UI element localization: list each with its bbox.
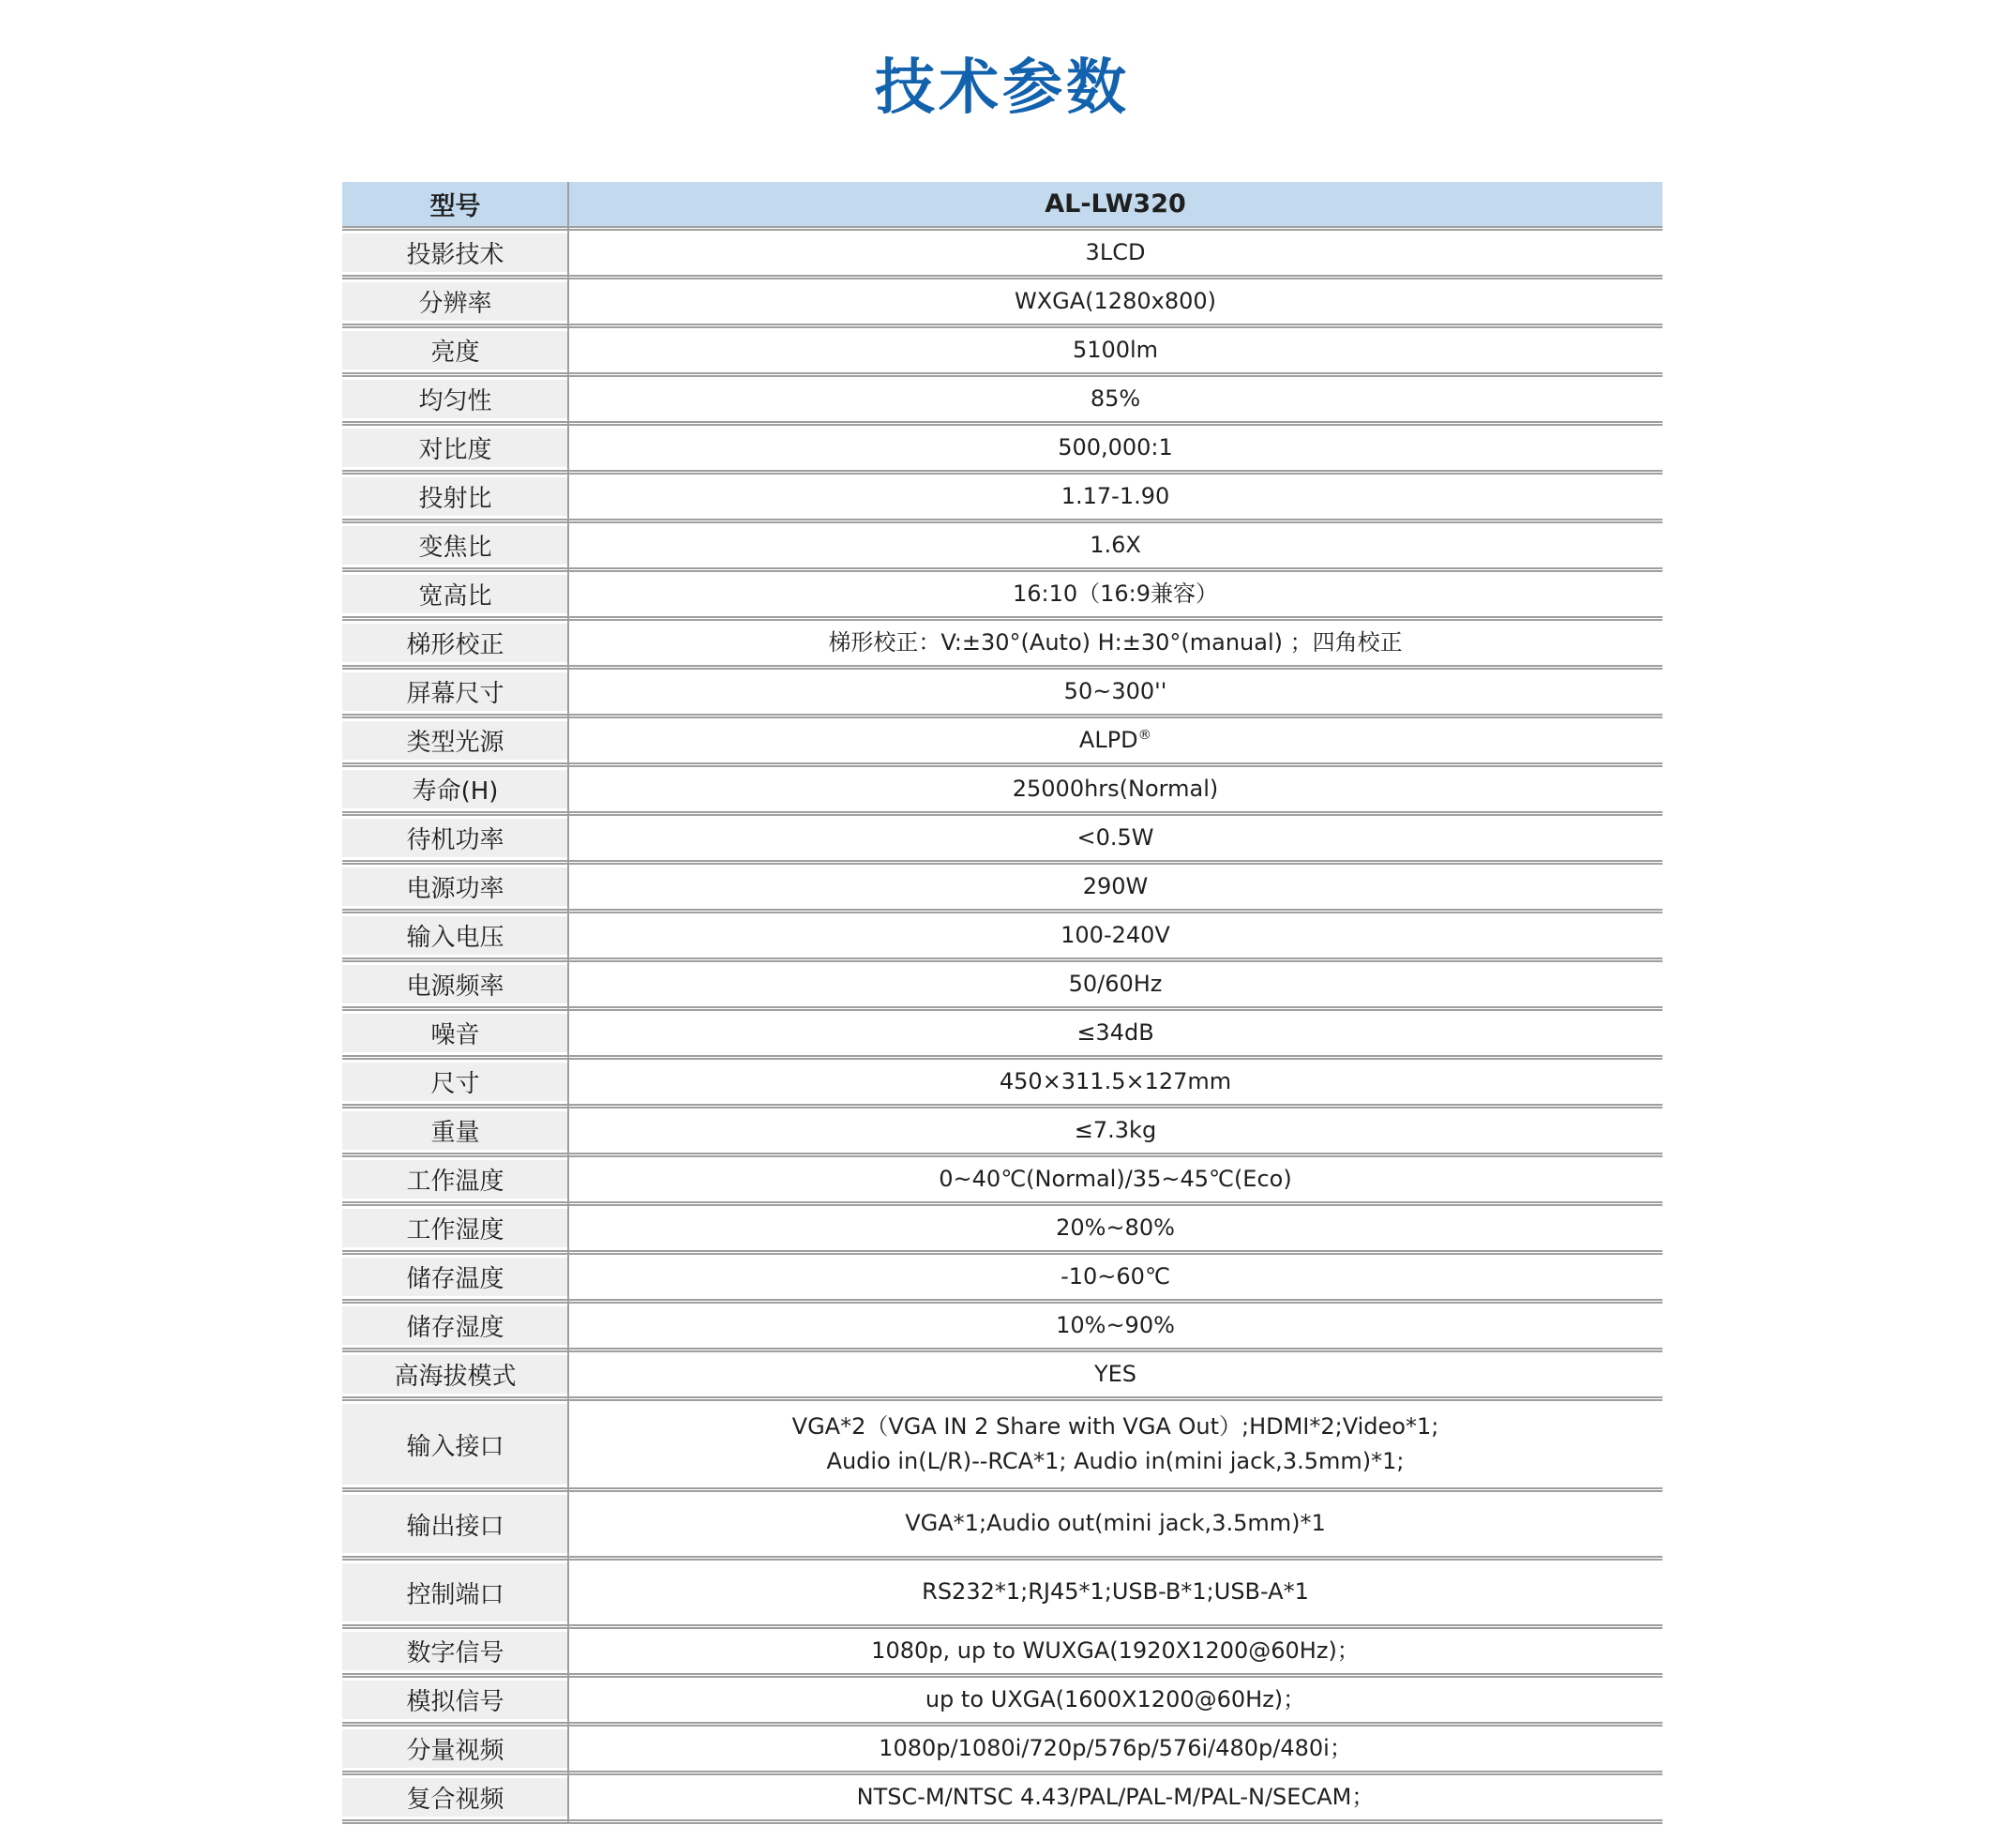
table-row: [342, 1304, 1662, 1348]
table-row: [342, 718, 1662, 762]
row-label: 待机功率: [342, 816, 568, 860]
row-label: 数字信号: [342, 1629, 568, 1673]
spec-table: [342, 182, 1662, 1824]
row-value: 450×311.5×127mm: [999, 1067, 1232, 1094]
row-value: 1080p, up to WUXGA(1920X1200@60Hz)；: [871, 1636, 1360, 1664]
row-label: 储存湿度: [342, 1304, 568, 1348]
row-label: 噪音: [342, 1011, 568, 1055]
row-label: 电源频率: [342, 962, 568, 1006]
row-label: 工作温度: [342, 1157, 568, 1201]
row-value: <0.5W: [1076, 823, 1154, 851]
table-row: [342, 377, 1662, 421]
row-value: 1080p/1080i/720p/576p/576i/480p/480i；: [879, 1734, 1352, 1761]
row-value: RS232*1;RJ45*1;USB-B*1;USB-A*1: [922, 1578, 1309, 1606]
header-value-cell: AL-LW320: [1045, 189, 1186, 219]
table-row: [342, 670, 1662, 714]
table-row: [342, 231, 1662, 275]
row-value: 0~40℃(Normal)/35~45℃(Eco): [939, 1165, 1292, 1192]
row-value: ≤34dB: [1076, 1018, 1154, 1046]
row-label: 模拟信号: [342, 1678, 568, 1722]
row-value: 85%: [1090, 385, 1141, 412]
column-divider-line: [567, 182, 569, 1824]
row-value: 25000hrs(Normal): [1012, 775, 1219, 802]
table-row: [342, 1060, 1662, 1104]
row-value: VGA*1;Audio out(mini jack,3.5mm)*1: [905, 1510, 1326, 1537]
row-value: 290W: [1082, 872, 1149, 899]
row-label: 对比度: [342, 426, 568, 470]
table-row: [342, 328, 1662, 372]
row-value: 50/60Hz: [1068, 970, 1163, 997]
table-row: [342, 1678, 1662, 1722]
table-row: [342, 621, 1662, 665]
row-value: up to UXGA(1600X1200@60Hz)；: [925, 1685, 1306, 1712]
row-label: 工作湿度: [342, 1206, 568, 1250]
row-label: 电源功率: [342, 865, 568, 909]
row-value: 1.17-1.90: [1061, 482, 1170, 509]
table-row: [342, 767, 1662, 811]
row-value: 100-240V: [1061, 921, 1170, 948]
row-label: 寿命(H): [342, 767, 568, 811]
table-row: [342, 1011, 1662, 1055]
table-row: [342, 962, 1662, 1006]
row-label: 亮度: [342, 328, 568, 372]
table-row: [342, 1492, 1662, 1556]
table-row: [342, 913, 1662, 958]
table-row: [342, 426, 1662, 470]
row-value: VGA*2（VGA IN 2 Share with VGA Out）;HDMI*2;Video*1; Audio in(L/R)--RCA*1; Audio in(mini jack,3.5mm)*1;: [791, 1412, 1439, 1474]
row-value: 5100lm: [1072, 336, 1159, 363]
row-value: 10%~90%: [1056, 1311, 1175, 1338]
row-value: NTSC-M/NTSC 4.43/PAL/PAL-M/PAL-N/SECAM；: [856, 1783, 1375, 1810]
row-value: 50~300'': [1063, 677, 1167, 704]
row-label: 输入接口: [342, 1401, 568, 1487]
table-row: [342, 1629, 1662, 1673]
row-label: 分量视频: [342, 1727, 568, 1771]
table-row: [342, 572, 1662, 616]
table-row: [342, 1206, 1662, 1250]
row-value: YES: [1093, 1360, 1137, 1387]
table-body: [342, 226, 1662, 1824]
row-label: 投影技术: [342, 231, 568, 275]
table-row: [342, 865, 1662, 909]
page-title: 技术参数: [875, 53, 1130, 123]
row-label: 高海拔模式: [342, 1352, 568, 1396]
row-value: 16:10（16:9兼容）: [1012, 580, 1219, 607]
row-value: 20%~80%: [1056, 1214, 1175, 1241]
table-header-row: [342, 182, 1662, 226]
row-label: 输出接口: [342, 1492, 568, 1556]
row-label: 宽高比: [342, 572, 568, 616]
table-row: [342, 1352, 1662, 1396]
table-row: [342, 816, 1662, 860]
row-value: 500,000:1: [1058, 433, 1173, 460]
row-label: 储存温度: [342, 1255, 568, 1299]
table-row: [342, 1401, 1662, 1487]
row-value: 3LCD: [1085, 238, 1146, 265]
row-value: 1.6X: [1090, 531, 1141, 558]
table-row: [342, 1561, 1662, 1624]
row-label: 尺寸: [342, 1060, 568, 1104]
row-label: 均匀性: [342, 377, 568, 421]
row-label: 变焦比: [342, 523, 568, 567]
table-row: [342, 1255, 1662, 1299]
row-label: 投射比: [342, 475, 568, 519]
table-row: [342, 1727, 1662, 1771]
table-bottom-border-line: [342, 1819, 1662, 1824]
row-label: 类型光源: [342, 718, 568, 762]
row-label: 梯形校正: [342, 621, 568, 665]
row-label: 分辨率: [342, 279, 568, 324]
table-row: [342, 523, 1662, 567]
table-row: [342, 1157, 1662, 1201]
row-value: ALPD®: [1078, 726, 1152, 753]
row-label: 复合视频: [342, 1775, 568, 1819]
table-row: [342, 279, 1662, 324]
header-label-cell: 型号: [429, 192, 481, 221]
row-label: 控制端口: [342, 1561, 568, 1624]
table-row: [342, 1775, 1662, 1819]
row-value: ≤7.3kg: [1074, 1116, 1157, 1143]
row-label: 屏幕尺寸: [342, 670, 568, 714]
row-value: WXGA(1280x800): [1014, 287, 1216, 314]
row-label: 重量: [342, 1109, 568, 1153]
row-value: -10~60℃: [1061, 1262, 1170, 1290]
table-row: [342, 475, 1662, 519]
table-row: [342, 1109, 1662, 1153]
row-value: 梯形校正：V:±30°(Auto) H:±30°(manual) ；四角校正: [828, 628, 1403, 656]
row-label: 输入电压: [342, 913, 568, 958]
